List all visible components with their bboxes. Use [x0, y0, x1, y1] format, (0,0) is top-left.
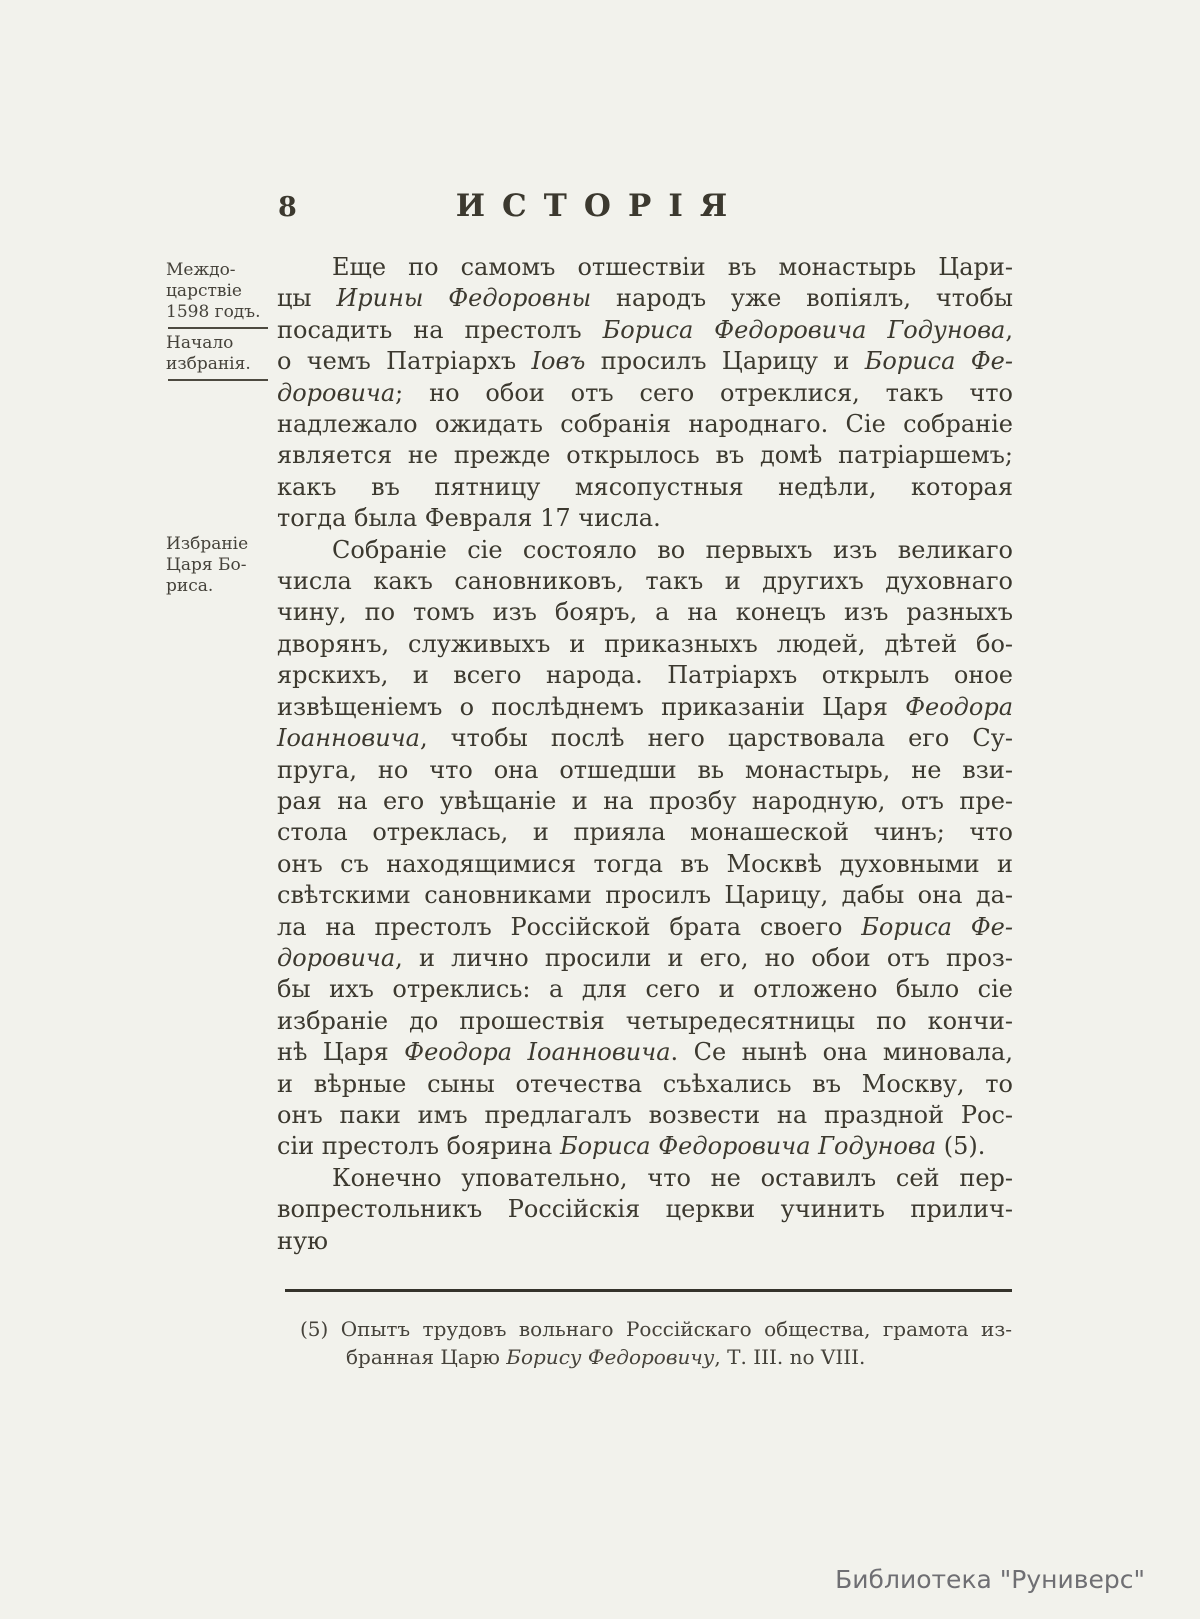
text-line: сіи престолъ боярина Бориса Федоровича Годунова (5). [277, 1132, 986, 1161]
footnote [300, 1315, 1012, 1371]
text-line: является не прежде открылось въ домѣ патріаршемъ; [277, 441, 1013, 470]
text-line: числа какъ сановниковъ, такъ и другихъ духовнаго [277, 567, 1013, 596]
text-line: вопрестольникъ Россійскія церкви учинить прилич- [277, 1195, 1013, 1224]
text-line: доровича; но обои отъ сего отреклися, такъ что [277, 378, 1013, 407]
paragraph [277, 252, 1013, 535]
page-title: ИСТОРІЯ [455, 188, 745, 224]
margin-note-boris-election [166, 534, 276, 597]
text-line: Конечно уповательно, что не оставилъ сей пер- [332, 1163, 1013, 1192]
paragraph [277, 535, 1013, 1163]
page-number: 8 [278, 192, 297, 223]
text-line: ную [277, 1226, 329, 1255]
text-line: какъ въ пятницу мясопустныя недѣли, которая [277, 472, 1013, 501]
text-line: Іоанновича, чтобы послѣ него царствовала его Су- [277, 724, 1013, 753]
text-line: ла на престолъ Россійской брата своего Бориса Фе- [277, 912, 1013, 941]
text-line: тогда была Февраля 17 числа. [277, 504, 661, 533]
text-line: бранная Царю Борису Федоровичу, Т. III. no VIII. [346, 1345, 866, 1369]
text-line: онъ паки имъ предлагалъ возвести на праздной Рос- [277, 1100, 1013, 1129]
text-line: пруга, но что она отшедши вь монастырь, не взи- [277, 755, 1013, 784]
text-line: чину, по томъ изъ бояръ, а на конецъ изъ разныхъ [277, 598, 1013, 627]
text-line: царствіе [166, 281, 242, 301]
text-line: извѣщеніемъ о послѣднемъ приказаніи Царя Феодора [277, 692, 1013, 721]
footnote-divider [285, 1289, 1012, 1292]
text-line: посадить на престолъ Бориса Федоровича Годунова, [277, 315, 1014, 344]
text-line: цы Ирины Федоровны народъ уже вопіялъ, чтобы [277, 284, 1013, 313]
text-line: Еще по самомъ отшествіи въ монастырь Цари- [332, 253, 1013, 281]
margin-note-interregnum [166, 260, 276, 323]
text-line: Собраніе сіе состояло во первыхъ изъ великаго [332, 535, 1013, 564]
margin-note-divider [168, 379, 268, 381]
watermark-runivers: Библиотека "Руниверс" [835, 1565, 1145, 1594]
text-line: Царя Бо- [166, 555, 247, 575]
paragraph [277, 1163, 1013, 1257]
text-line: (5) Опытъ трудовъ вольнаго Россійскаго общества, грамота из- [300, 1317, 1012, 1341]
text-line: ярскихъ, и всего народа. Патріархъ открылъ оное [277, 661, 1013, 690]
text-line: стола отреклась, и прияла монашеской чинъ; что [277, 818, 1013, 847]
text-line: рая на его увѣщаніе и на прозбу народную, отъ пре- [277, 786, 1013, 815]
text-line: о чемъ Патріархъ Іовъ просилъ Царицу и Бориса Фе- [277, 347, 1013, 376]
margin-note-divider [168, 327, 268, 329]
text-line: свѣтскими сановниками просилъ Царицу, дабы она да- [277, 881, 1013, 910]
text-line: надлежало ожидать собранія народнаго. Сіе собраніе [277, 410, 1013, 439]
text-line: и вѣрные сыны отечества съѣхались въ Москву, то [277, 1069, 1013, 1098]
text-line: риса. [166, 576, 214, 596]
text-line: Избраніе [166, 534, 249, 554]
text-line: бы ихъ отреклись: а для сего и отложено было сіе [277, 975, 1013, 1004]
text-line: 1598 годъ. [166, 302, 261, 322]
text-line: Междо- [166, 260, 236, 280]
text-line: онъ съ находящимися тогда въ Москвѣ духовными и [277, 849, 1013, 878]
text-line: дворянъ, служивыхъ и приказныхъ людей, дѣтей бо- [277, 629, 1013, 658]
text-line: избраніе до прошествія четыредесятницы по кончи- [277, 1006, 1013, 1035]
body-text [277, 252, 1013, 1257]
margin-note-election-start [166, 333, 276, 375]
text-line: избранія. [166, 354, 251, 374]
text-line: Начало [166, 333, 234, 353]
text-line: доровича, и лично просили и его, но обои отъ проз- [277, 943, 1013, 972]
text-line: нѣ Царя Феодора Іоанновича. Се нынѣ она миновала, [277, 1038, 1013, 1067]
